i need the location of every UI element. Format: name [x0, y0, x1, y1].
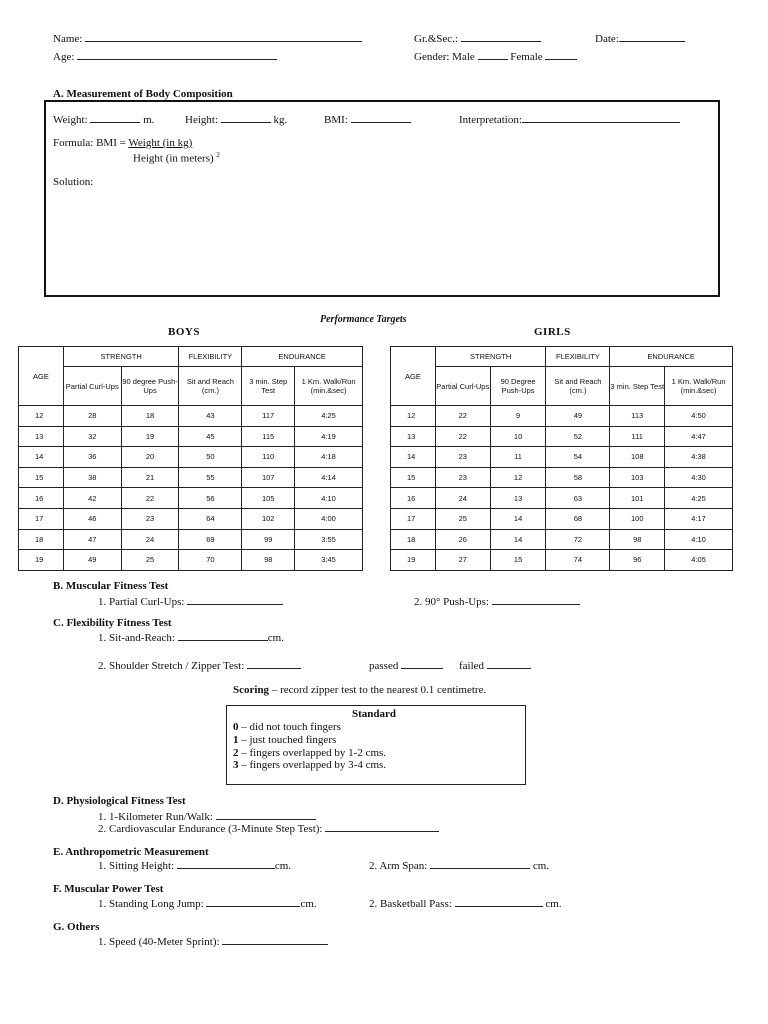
age-cell: 16 [19, 488, 64, 509]
column-header: 90 degree Push-Ups [121, 367, 179, 406]
table-cell: 14 [490, 508, 546, 529]
age-cell: 18 [391, 529, 436, 550]
basketball-pass-unit: cm. [545, 898, 562, 910]
standard-score: 0 [233, 721, 239, 733]
bmi-field[interactable] [351, 112, 411, 123]
date-label: Date: [595, 33, 619, 45]
formula-denominator-row [133, 151, 220, 165]
height-row [185, 112, 287, 126]
table-cell: 50 [179, 447, 242, 468]
standard-item-1 [233, 734, 386, 747]
table-cell: 3:45 [295, 550, 363, 571]
age-cell: 15 [19, 467, 64, 488]
gender-label: Gender: Male [414, 51, 475, 63]
standard-score: 1 [233, 733, 239, 746]
standard-text: – fingers overlapped by 1-2 cms. [238, 746, 387, 759]
table-cell: 22 [435, 426, 490, 447]
table-row [391, 447, 733, 468]
table-cell: 18 [121, 406, 179, 427]
standard-item-2 [233, 747, 386, 760]
table-cell: 4:05 [665, 550, 733, 571]
formula-exponent: 2 [216, 151, 220, 159]
table-cell: 103 [610, 467, 665, 488]
table-row [19, 467, 363, 488]
column-header: Partial Curl-Ups [435, 367, 490, 406]
basketball-pass-row [369, 896, 562, 910]
strength-header: STRENGTH [435, 347, 546, 367]
formula-prefix: Formula: BMI = [53, 137, 126, 149]
table-cell: 46 [63, 508, 121, 529]
height-label: Height: [185, 114, 218, 126]
table-cell: 4:50 [665, 406, 733, 427]
table-cell: 25 [435, 508, 490, 529]
table-row [19, 406, 363, 427]
arm-span-row [369, 858, 549, 872]
table-cell: 4:25 [665, 488, 733, 509]
column-header: 3 min. Step Test [610, 367, 665, 406]
interpretation-field[interactable] [522, 112, 680, 123]
table-cell: 11 [490, 447, 546, 468]
table-cell: 105 [242, 488, 295, 509]
column-header: Sit and Reach (cm.) [179, 367, 242, 406]
standard-title: Standard [352, 708, 397, 720]
scoring-text: – record zipper test to the nearest 0.1 centimetre. [269, 684, 487, 696]
age-cell: 19 [19, 550, 64, 571]
section-e-title: E. Anthropometric Measurement [53, 846, 209, 858]
table-cell: 19 [121, 426, 179, 447]
sit-reach-label: 1. Sit-and-Reach: [98, 632, 175, 644]
sit-reach-field[interactable] [178, 630, 268, 641]
formula-numerator: Weight (in kg) [128, 137, 193, 149]
age-cell: 18 [19, 529, 64, 550]
standard-score: 3 [233, 759, 239, 772]
weight-row [53, 112, 154, 126]
table-cell: 43 [179, 406, 242, 427]
age-cell: 15 [391, 467, 436, 488]
table-cell: 68 [546, 508, 610, 529]
solution-area[interactable] [100, 190, 710, 290]
table-cell: 56 [179, 488, 242, 509]
failed-row [459, 658, 531, 672]
height-unit: kg. [273, 114, 288, 126]
table-cell: 20 [121, 447, 179, 468]
grsec-label: Gr.&Sec.: [414, 33, 458, 45]
table-cell: 58 [546, 467, 610, 488]
table-row [19, 488, 363, 509]
curlups-label: 1. Partial Curl-Ups: [98, 596, 185, 608]
section-c-title: C. Flexibility Fitness Test [53, 617, 172, 629]
standard-item-3 [233, 759, 386, 772]
table-cell: 63 [546, 488, 610, 509]
table-cell: 4:10 [665, 529, 733, 550]
sprint-row [98, 934, 328, 948]
endurance-header: ENDURANCE [610, 347, 733, 367]
standard-score: 2 [233, 746, 239, 759]
table-cell: 15 [490, 550, 546, 571]
step-test-field[interactable] [325, 821, 439, 832]
performance-title: Performance Targets [320, 314, 407, 325]
failed-field[interactable] [487, 658, 531, 669]
table-cell: 4:38 [665, 447, 733, 468]
pushups-field[interactable] [492, 594, 580, 605]
zipper-field[interactable] [247, 658, 301, 669]
table-row [391, 467, 733, 488]
section-f-title: F. Muscular Power Test [53, 883, 164, 895]
sprint-field[interactable] [222, 934, 328, 945]
long-jump-unit: cm. [300, 898, 317, 910]
sit-reach-row [98, 630, 284, 644]
table-cell: 27 [435, 550, 490, 571]
table-cell: 26 [435, 529, 490, 550]
standard-list [233, 721, 386, 772]
table-cell: 69 [179, 529, 242, 550]
column-header: 3 min. Step Test [242, 367, 295, 406]
table-row [19, 529, 363, 550]
standard-text: – just touched fingers [238, 733, 337, 746]
table-cell: 111 [610, 426, 665, 447]
table-cell: 28 [63, 406, 121, 427]
pushups-label: 2. 90° Push-Ups: [414, 596, 489, 608]
basketball-pass-label: 2. Basketball Pass: [369, 898, 452, 910]
scoring-label: Scoring [233, 684, 270, 696]
table-cell: 115 [242, 426, 295, 447]
female-label: Female [510, 51, 543, 63]
table-cell: 12 [490, 467, 546, 488]
weight-unit: m. [143, 114, 155, 126]
age-cell: 14 [391, 447, 436, 468]
age-row [53, 49, 277, 63]
long-jump-field[interactable] [206, 896, 300, 907]
weight-label: Weight: [53, 114, 88, 126]
age-cell: 19 [391, 550, 436, 571]
table-cell: 23 [121, 508, 179, 529]
table-cell: 23 [435, 467, 490, 488]
arm-span-field[interactable] [430, 858, 530, 869]
table-cell: 101 [610, 488, 665, 509]
table-row [391, 426, 733, 447]
age-cell: 14 [19, 447, 64, 468]
age-field[interactable] [77, 49, 277, 60]
age-cell: 17 [19, 508, 64, 529]
age-cell: 12 [19, 406, 64, 427]
section-d-title: D. Physiological Fitness Test [53, 795, 186, 807]
formula-row [53, 137, 192, 149]
table-cell: 24 [121, 529, 179, 550]
age-header: AGE [391, 347, 436, 406]
table-cell: 25 [121, 550, 179, 571]
solution-label: Solution: [53, 176, 94, 188]
boys-table [18, 346, 363, 571]
interpretation-row [459, 112, 680, 126]
table-cell: 4:00 [295, 508, 363, 529]
date-field[interactable] [619, 31, 685, 42]
passed-row [369, 658, 443, 672]
sitting-height-field[interactable] [177, 858, 275, 869]
scoring-note [233, 684, 486, 696]
zipper-label: 2. Shoulder Stretch / Zipper Test: [98, 660, 245, 672]
passed-field[interactable] [401, 658, 443, 669]
step-test-row [98, 821, 439, 835]
table-cell: 98 [242, 550, 295, 571]
table-cell: 98 [610, 529, 665, 550]
table-cell: 4:14 [295, 467, 363, 488]
table-cell: 22 [121, 488, 179, 509]
height-field[interactable] [221, 112, 271, 123]
table-cell: 54 [546, 447, 610, 468]
table-row [391, 488, 733, 509]
table-row [391, 529, 733, 550]
long-jump-row [98, 896, 317, 910]
table-cell: 38 [63, 467, 121, 488]
grsec-row [414, 31, 541, 45]
table-row [19, 508, 363, 529]
column-header: 1 Km. Walk/Run (min.&sec) [295, 367, 363, 406]
run-walk-field[interactable] [216, 809, 316, 820]
table-cell: 13 [490, 488, 546, 509]
curlups-field[interactable] [187, 594, 283, 605]
bmi-row [324, 112, 411, 126]
age-cell: 16 [391, 488, 436, 509]
table-cell: 113 [610, 406, 665, 427]
boys-title: BOYS [168, 326, 200, 338]
table-cell: 74 [546, 550, 610, 571]
age-cell: 13 [391, 426, 436, 447]
table-row [19, 447, 363, 468]
pushups-row [414, 594, 580, 608]
sitting-height-unit: cm. [274, 860, 292, 872]
failed-label: failed [459, 660, 485, 672]
table-cell: 22 [435, 406, 490, 427]
strength-header: STRENGTH [63, 347, 179, 367]
table-cell: 4:17 [665, 508, 733, 529]
weight-field[interactable] [90, 112, 140, 123]
table-cell: 32 [63, 426, 121, 447]
name-row [53, 31, 362, 45]
standard-text: – did not touch fingers [238, 721, 341, 733]
basketball-pass-field[interactable] [455, 896, 543, 907]
standard-item-0 [233, 721, 386, 734]
curlups-row [98, 594, 283, 608]
column-header: 90 Degree Push-Ups [490, 367, 546, 406]
sitting-height-row [98, 858, 291, 872]
table-cell: 49 [63, 550, 121, 571]
table-cell: 102 [242, 508, 295, 529]
endurance-header: ENDURANCE [242, 347, 363, 367]
table-cell: 24 [435, 488, 490, 509]
table-cell: 36 [63, 447, 121, 468]
passed-label: passed [369, 660, 399, 672]
table-cell: 4:25 [295, 406, 363, 427]
table-cell: 4:47 [665, 426, 733, 447]
interpretation-label: Interpretation: [459, 114, 522, 126]
table-cell: 108 [610, 447, 665, 468]
table-cell: 49 [546, 406, 610, 427]
age-cell: 12 [391, 406, 436, 427]
table-cell: 99 [242, 529, 295, 550]
standard-text: – fingers overlapped by 3-4 cms. [238, 759, 387, 772]
table-cell: 47 [63, 529, 121, 550]
sitting-height-label: 1. Sitting Height: [98, 860, 175, 872]
flexibility-header: FLEXIBILITY [179, 347, 242, 367]
name-label: Name: [53, 33, 83, 45]
table-cell: 3:55 [295, 529, 363, 550]
girls-title: GIRLS [534, 326, 571, 338]
grsec-field[interactable] [461, 31, 541, 42]
table-cell: 4:30 [665, 467, 733, 488]
column-header: Partial Curl-Ups [63, 367, 121, 406]
gender-row [414, 49, 577, 63]
table-row [19, 550, 363, 571]
table-cell: 107 [242, 467, 295, 488]
girls-table [390, 346, 733, 571]
table-row [391, 550, 733, 571]
table-cell: 64 [179, 508, 242, 529]
sprint-label: 1. Speed (40-Meter Sprint): [98, 936, 220, 948]
arm-span-unit: cm. [532, 860, 550, 872]
arm-span-label: 2. Arm Span: [369, 860, 428, 872]
sit-reach-unit: cm. [267, 632, 284, 644]
table-cell: 117 [242, 406, 295, 427]
long-jump-label: 1. Standing Long Jump: [98, 898, 204, 910]
run-walk-label: 1. 1-Kilometer Run/Walk: [98, 811, 213, 823]
table-cell: 72 [546, 529, 610, 550]
section-g-title: G. Others [53, 921, 100, 933]
table-cell: 4:19 [295, 426, 363, 447]
flexibility-header: FLEXIBILITY [546, 347, 610, 367]
age-label: Age: [53, 51, 75, 63]
table-cell: 21 [121, 467, 179, 488]
section-a-title: A. Measurement of Body Composition [53, 88, 233, 100]
section-b-title: B. Muscular Fitness Test [53, 580, 169, 592]
table-cell: 100 [610, 508, 665, 529]
table-cell: 55 [179, 467, 242, 488]
column-header: 1 Km. Walk/Run (min.&sec) [665, 367, 733, 406]
male-field[interactable] [478, 49, 508, 60]
column-header: Sit and Reach (cm.) [546, 367, 610, 406]
table-cell: 4:18 [295, 447, 363, 468]
table-cell: 52 [546, 426, 610, 447]
table-cell: 110 [242, 447, 295, 468]
table-cell: 96 [610, 550, 665, 571]
table-row [391, 406, 733, 427]
step-test-label: 2. Cardiovascular Endurance (3-Minute Step Test): [98, 823, 323, 835]
table-cell: 45 [179, 426, 242, 447]
table-cell: 70 [179, 550, 242, 571]
table-cell: 9 [490, 406, 546, 427]
female-field[interactable] [545, 49, 577, 60]
name-field[interactable] [85, 31, 362, 42]
formula-denominator: Height (in meters) [133, 152, 214, 165]
bmi-label: BMI: [324, 114, 348, 126]
age-cell: 13 [19, 426, 64, 447]
table-row [391, 508, 733, 529]
age-cell: 17 [391, 508, 436, 529]
zipper-row [98, 658, 301, 672]
date-row [595, 31, 685, 45]
table-cell: 42 [63, 488, 121, 509]
table-row [19, 426, 363, 447]
table-cell: 14 [490, 529, 546, 550]
table-cell: 4:10 [295, 488, 363, 509]
table-cell: 23 [435, 447, 490, 468]
age-header: AGE [19, 347, 64, 406]
table-cell: 10 [490, 426, 546, 447]
